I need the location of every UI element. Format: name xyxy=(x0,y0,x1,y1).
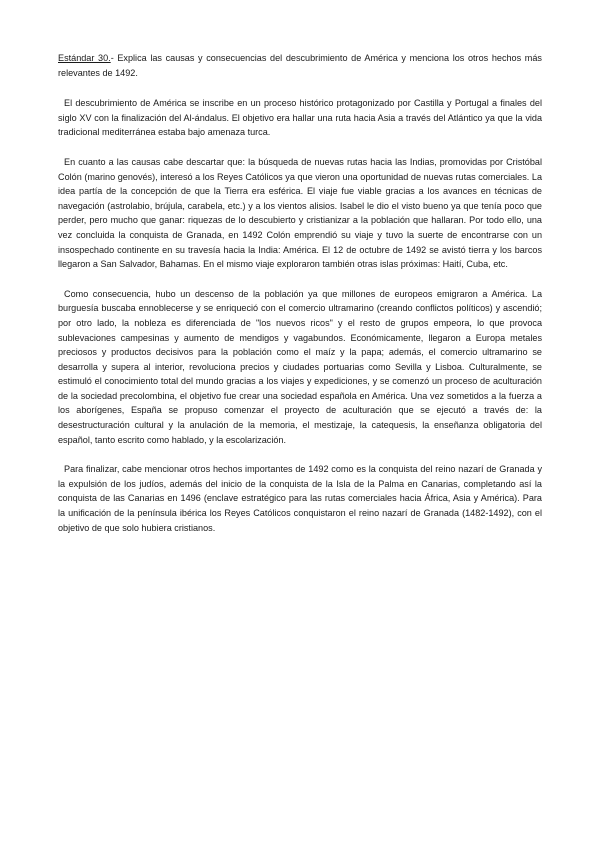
document-page xyxy=(58,51,542,550)
heading-text: - Explica las causas y consecuencias del descubrimiento de América y menciona los otros hechos más relevantes de 1492. xyxy=(58,53,542,78)
paragraph-consequences: Como consecuencia, hubo un descenso de la población ya que millones de europeos emigraron a América. La burguesía buscaba ennoblecerse y se enriqueció con el comercio ultramarino (creando conflictos políticos) y ascendió; por otro lado, la nobleza es diferenciada de "los nuevos ricos" y el resto de grupos empeora, lo que provoca sublevaciones campesinas y aumento de mendigos y vagabundos. Económicamente, llegaron a Europa metales preciosos y productos decisivos para la población como el maíz y la papa; además, el comercio ultramarino se desarrolla y supera al interior, revoluciona precios y ciudades portuarias como Sevilla y Lisboa. Culturalmente, se estimuló el conocimiento total del mundo gracias a los viajes y expediciones, y se comenzó un proceso de aculturación de la sociedad precolombina, el objetivo fue crear una sociedad española en América. Una vez sometidos a la fuerza a los aborígenes, España se propuso comenzar el proyecto de aculturación que se ejecutó a través de: la desestructuración cultural y la anulación de la memoria, el mestizaje, la catequesis, la enseñanza obligatoria del español, tanto escrito como hablado, y la escolarización. xyxy=(58,288,542,445)
standard-label: Estándar 30. xyxy=(58,53,111,63)
document-heading xyxy=(58,51,542,80)
paragraph-other-events: Para finalizar, cabe mencionar otros hechos importantes de 1492 como es la conquista del reino nazarí de Granada y la expulsión de los judíos, además del inicio de la conquista de la Isla de la Palma en Canarias, completando así la conquista de las Canarias en 1496 (enclave estratégico para las rutas comerciales hacia África, Asia y América). Para la unificación de la península ibérica los Reyes Católicos conquistaron el reino nazarí de Granada (1482-1492), con el objetivo de que solo hubiera cristianos. xyxy=(58,464,542,533)
paragraph-introduction: El descubrimiento de América se inscribe en un proceso histórico protagonizado por Castilla y Portugal a finales del siglo XV con la finalización del Al-ándalus. El objetivo era hallar una ruta hacia Asia a través del Atlántico ya que la vida tradicional mediterránea estaba bajo amenaza turca. xyxy=(58,98,542,138)
paragraph-causes: En cuanto a las causas cabe descartar que: la búsqueda de nuevas rutas hacia las Indias, promovidas por Cristóbal Colón (marino genovés), interesó a los Reyes Católicos ya que vieron una oportunidad de nuevas rutas comerciales. La idea partía de la concepción de que la Tierra era esférica. El viaje fue viable gracias a los avances en técnicas de navegación (astrolabio, brújula, carabela, etc.) y a los vientos alisios. Isabel le dio el visto bueno ya que tenía poco que perder, pero mucho que ganar: riquezas de lo descubierto y cristianizar a la población que hallaran. Por todo ello, una vez concluida la conquista de Granada, en 1492 Colón emprendió su viaje y tuvo la suerte de encontrarse con un insospechado continente en su travesía hacia la India: América. El 12 de octubre de 1492 se avistó tierra y los barcos llegaron a San Salvador, Bahamas. En el mismo viaje exploraron también otras islas próximas: Haití, Cuba, etc. xyxy=(58,156,542,270)
